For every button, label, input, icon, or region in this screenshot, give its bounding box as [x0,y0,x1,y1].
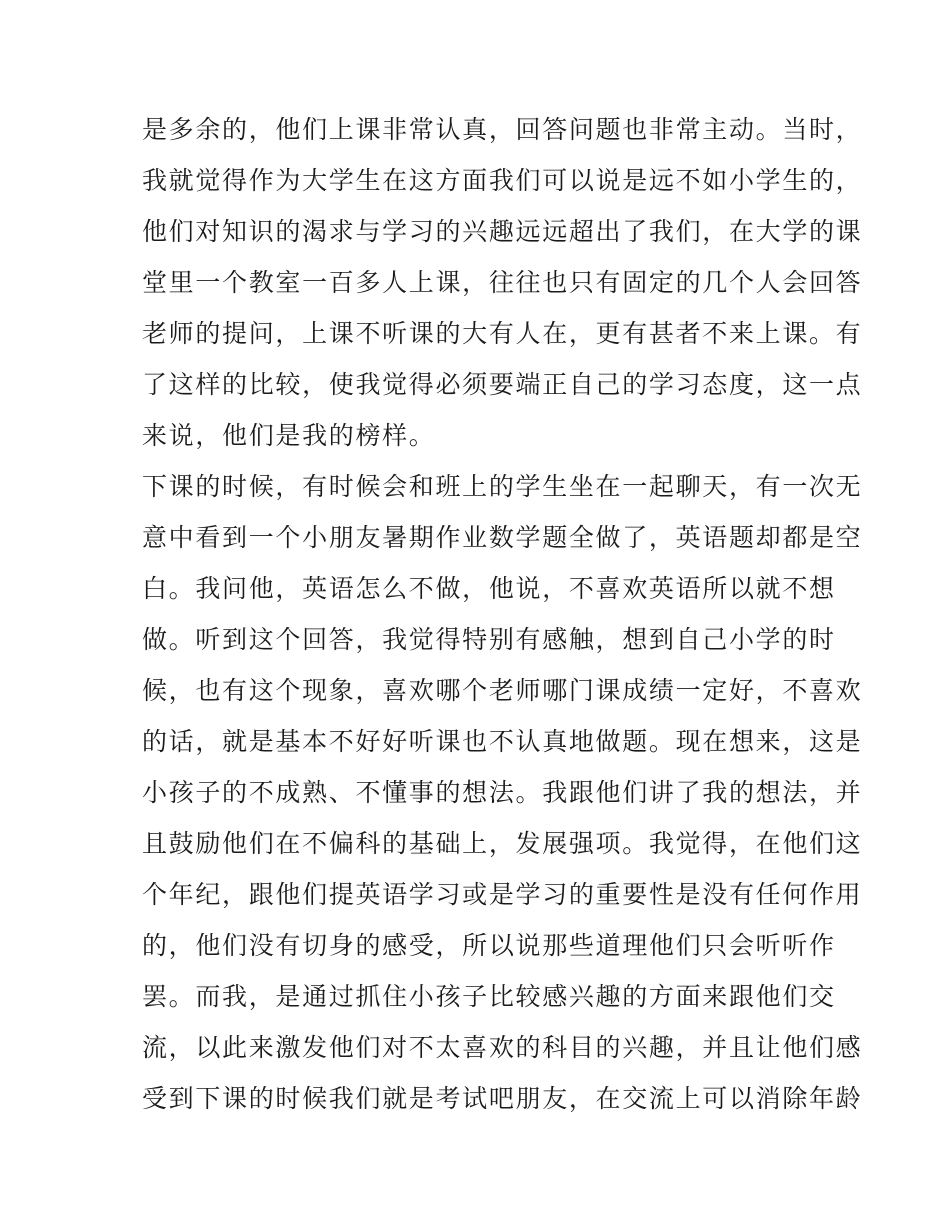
text-line: 了这样的比较，使我觉得必须要端正自己的学习态度，这一点 [142,370,863,399]
text-line: 罢。而我，是通过抓住小孩子比较感兴趣的方面来跟他们交 [142,982,836,1011]
text-line: 受到下课的时候我们就是考试吧朋友，在交流上可以消除年龄 [142,1084,863,1113]
text-line: 候，也有这个现象，喜欢哪个老师哪门课成绩一定好，不喜欢 [142,676,863,705]
text-line: 来说，他们是我的榜样。 [142,421,436,450]
text-line: 做。听到这个回答，我觉得特别有感触，想到自己小学的时 [142,625,836,654]
body-text [142,104,863,1124]
text-line: 小孩子的不成熟、不懂事的想法。我跟他们讲了我的想法，并 [142,778,863,807]
text-line: 老师的提问，上课不听课的大有人在，更有甚者不来上课。有 [142,319,863,348]
text-line: 他们对知识的渴求与学习的兴趣远远超出了我们，在大学的课 [142,217,863,246]
text-line: 是多余的，他们上课非常认真，回答问题也非常主动。当时， [142,115,863,144]
text-line: 堂里一个教室一百多人上课，往往也只有固定的几个人会回答 [142,268,863,297]
text-line: 意中看到一个小朋友暑期作业数学题全做了，英语题却都是空 [142,523,863,552]
text-line: 的话，就是基本不好好听课也不认真地做题。现在想来，这是 [142,727,863,756]
text-line: 我就觉得作为大学生在这方面我们可以说是远不如小学生的， [142,166,863,195]
text-line: 且鼓励他们在不偏科的基础上，发展强项。我觉得，在他们这 [142,829,863,858]
text-line: 个年纪，跟他们提英语学习或是学习的重要性是没有任何作用 [142,880,863,909]
text-line: 下课的时候，有时候会和班上的学生坐在一起聊天，有一次无 [142,472,863,501]
text-line: 白。我问他，英语怎么不做，他说，不喜欢英语所以就不想 [142,574,836,603]
text-line: 流，以此来激发他们对不太喜欢的科目的兴趣，并且让他们感 [142,1033,863,1062]
text-line: 的，他们没有切身的感受，所以说那些道理他们只会听听作 [142,931,836,960]
